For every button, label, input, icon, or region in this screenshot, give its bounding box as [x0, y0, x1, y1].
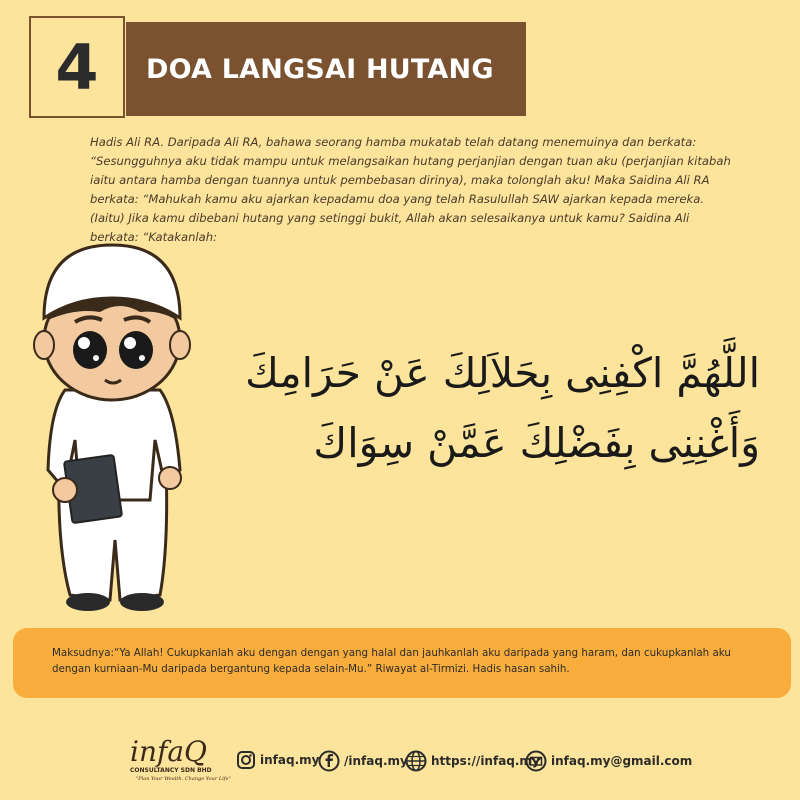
doa-number-box [29, 16, 125, 118]
hadis-text: Hadis Ali RA. Daripada Ali RA, bahawa seorang hamba mukatab telah datang menemuinya dan berkata: “Sesungguhnya aku tidak mampu untuk melangsaikan hutang perjanjian dengan tuan aku (perjanjian kitabah iaitu antara hamba dengan tuannya untuk pembebasan dirinya), maka tolonglah aku! Maka Saidina Ali RA berkata: “Mahukah kamu aku ajarkan kepadamu doa yang telah Rasulullah SAW ajarkan kepada mereka. (Iaitu) Jika kamu dibebani hutang yang setinggi bukit, Allah akan selesaikanya untuk kamu? Saidina Ali berkata: “Katakanlah: [90, 135, 731, 244]
instagram-contact[interactable] [236, 750, 319, 770]
instagram-icon [236, 750, 256, 770]
infaq-logo [130, 735, 230, 785]
mail-icon [525, 750, 547, 772]
boy-illustration [20, 240, 210, 620]
website-contact[interactable] [405, 750, 540, 772]
globe-icon [405, 750, 427, 772]
doa-line-1: اللَّهُمَّ اكْفِنِى بِحَلاَلِكَ عَنْ حَرَامِكَ [245, 349, 760, 397]
maksud-box [13, 628, 791, 698]
doa-number: 4 [55, 30, 99, 104]
title-bar [126, 22, 526, 116]
page-title: DOA LANGSAI HUTANG [146, 53, 494, 85]
facebook-handle: /infaq.my [344, 754, 408, 768]
email-address: infaq.my@gmail.com [551, 754, 693, 768]
footer [130, 735, 693, 785]
logo-tagline: "Plan Your Wealth, Change Your Life" [136, 776, 231, 782]
facebook-icon [318, 750, 340, 772]
website-url: https://infaq.my [431, 754, 540, 768]
logo-subtitle: CONSULTANCY SDN BHD [130, 767, 212, 774]
doa-line-2: وَأَغْنِنِى بِفَضْلِكَ عَمَّنْ سِوَاكَ [313, 419, 760, 467]
maksud-text: Maksudnya:“Ya Allah! Cukupkanlah aku dengan dengan yang halal dan jauhkanlah aku daripada yang haram, dan cukupkanlah aku dengan kurniaan-Mu daripada bergantung kepada selain-Mu.” Riwayat al-Tirmizi. Hadis hasan sahih. [52, 647, 731, 675]
logo-text: infaQ [130, 735, 207, 768]
instagram-handle: infaq.my [260, 753, 320, 767]
email-contact[interactable] [525, 750, 692, 772]
doa-arabic [200, 338, 760, 478]
facebook-contact[interactable] [318, 750, 408, 772]
